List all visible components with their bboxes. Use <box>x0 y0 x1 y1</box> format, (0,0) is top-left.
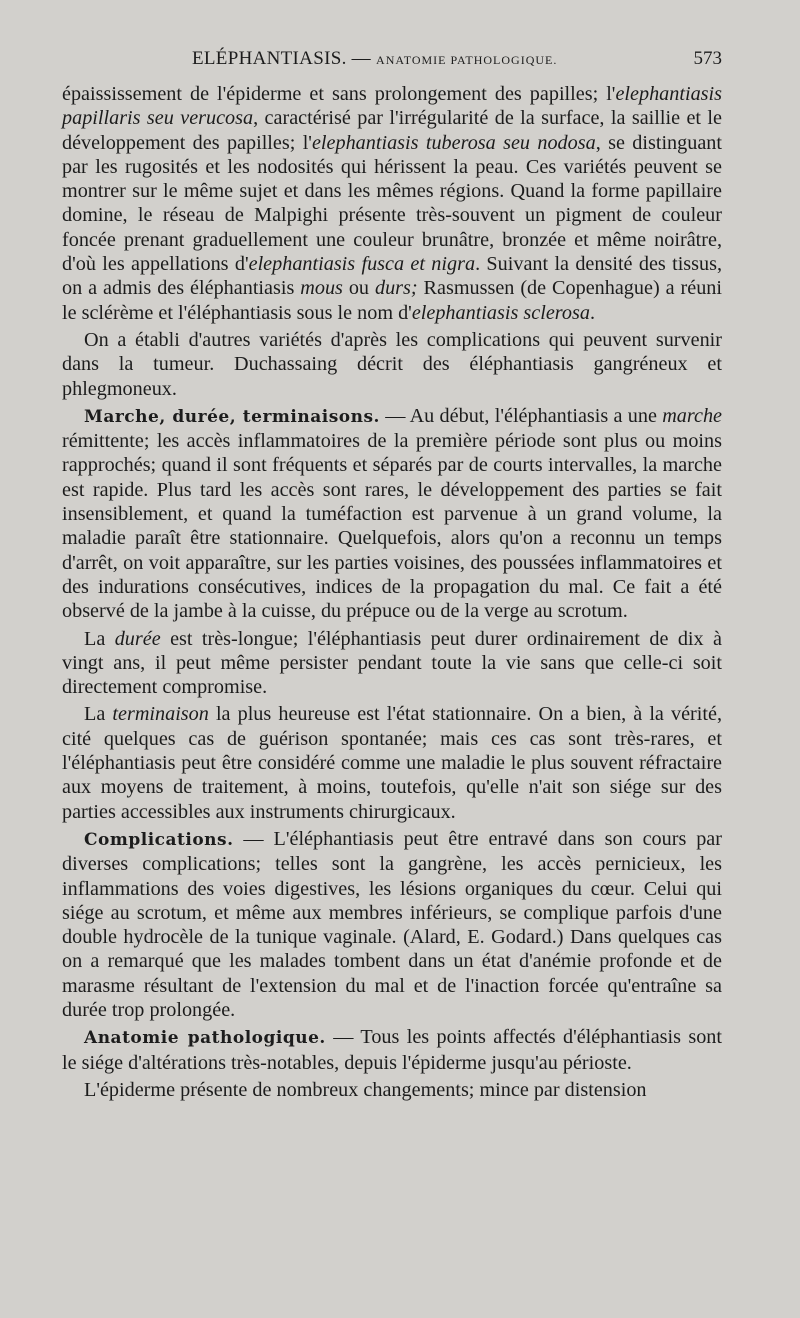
italic-term: durs; <box>374 277 418 300</box>
text-run: , se distinguant par les rugosités et les nodosités qui hérissent la peau. Ces variétés peuvent se montrer sur le même sujet et dans les mêmes régions. Quand la forme papillaire domine, le réseau de Malpighi présente très-souvent un pigment de couleur foncée prenant graduellement une couleur brunâtre, bronzée et même noirâtre, d'où les appellations d' <box>62 131 722 276</box>
text-run: . <box>589 301 595 324</box>
page-number: 573 <box>693 48 722 69</box>
italic-term: mous <box>300 277 343 300</box>
italic-term: durée <box>114 627 161 650</box>
header-title: ELÉPHANTIASIS. <box>192 48 347 69</box>
paragraph-complications <box>62 827 722 1022</box>
paragraph-anatomie <box>62 1025 722 1075</box>
paragraph-terminaison <box>62 702 722 823</box>
text-run: La <box>84 703 113 726</box>
running-header <box>62 48 722 74</box>
section-heading-complications: Complications. <box>84 829 234 850</box>
italic-term: elephantiasis tuberosa seu nodosa <box>311 131 596 154</box>
text-run: est très-longue; l'éléphantiasis peut durer ordinairement de dix à vingt ans, il peut même persister pendant toute la vie sans que celle-ci soit directement compromise. <box>62 627 722 699</box>
paragraph-epiderme: L'épiderme présente de nombreux changements; mince par distension <box>84 1078 647 1101</box>
text-run: — Au début, l'éléphantiasis a une <box>379 404 663 427</box>
text-run: — L'éléphantiasis peut être entravé dans son cours par diverses complications; telles sont la gangrène, les accès pernicieux, les inflammations des voies digestives, les lésions organiques du cœur. Celui qui siége au scrotum, et même aux membres inférieurs, se complique parfois d'une double hydrocèle de la tunique vaginale. (Alard, E. Godard.) Dans quelques cas on a remarqué que les malades tombent dans un état d'anémie profonde et de marasme résultant de l'extension du mal et de l'inaction forcée qu'entraîne sa durée trop prolongée. <box>62 827 722 1021</box>
text-run: rémittente; les accès inflammatoires de la première période sont plus ou moins rapprochés; quand il sont fréquents et séparés par de courts intervalles, la marche est rapide. Plus tard les accès sont rares, le développement des parties se fait insensiblement, et quand la tuméfaction est parvenue à un grand volume, la maladie paraît être stationnaire. Quelquefois, alors qu'on a reconnu un temps d'arrêt, on voit apparaître, sur les parties voisines, des poussées inflammatoires et des indurations consécutives, indices de la propagation du mal. Ce fait a été observé de la jambe à la cuisse, du prépuce ou de la verge au scrotum. <box>62 430 722 623</box>
text-run: Rasmussen (de Copenhague) a réuni le sclérème et l'éléphantiasis sous le nom d' <box>62 277 722 324</box>
italic-term: elephantiasis sclerosa <box>411 301 590 324</box>
italic-term: elephantiasis papillaris seu verucosa <box>62 83 722 130</box>
paragraph-complication-varieties: On a établi d'autres variétés d'après les complications qui peuvent survenir dans la tumeur. Duchassaing décrit des éléphantiasis gangréneux et phlegmoneux. <box>62 328 722 400</box>
body-text <box>62 82 722 1105</box>
italic-term: marche <box>662 404 722 427</box>
text-run: — Tous les points affectés d'éléphantiasis sont le siége d'altérations très-notables, depuis l'épiderme jusqu'au périoste. <box>62 1026 723 1074</box>
section-heading-marche: Marche, durée, terminaisons. <box>84 406 380 427</box>
running-title <box>192 48 557 70</box>
text-run: la plus heureuse est l'état stationnaire. On a bien, à la vérité, cité quelques cas de guérison spontanée; mais ces cas sont très-rares, et l'éléphantiasis peut être considéré comme une maladie le plus souvent réfractaire aux moyens de traitement, à moins, toutefois, qu'elle n'ait son siége sur des parties accessibles aux instruments chirurgicaux. <box>62 703 722 823</box>
paragraph-duree <box>62 627 722 700</box>
text-run: épaississement de l'épiderme et sans prolongement des papilles; l' <box>62 83 616 105</box>
header-dash: — <box>346 48 377 69</box>
text-run: ou <box>342 277 375 300</box>
text-run: La <box>84 627 115 650</box>
paragraph-varieties <box>62 82 722 325</box>
section-heading-anatomie: Anatomie pathologique. <box>84 1028 326 1049</box>
header-subtitle: ANATOMIE PATHOLOGIQUE. <box>376 53 558 67</box>
paragraph-marche <box>62 404 722 624</box>
text-run: , caractérisé par l'irrégularité de la surface, la saillie et le développement des papilles; l' <box>62 107 722 154</box>
italic-term: terminaison <box>112 703 209 726</box>
italic-term: elephantiasis fusca et nigra <box>248 253 476 276</box>
text-run: . Suivant la densité des tissus, on a admis des éléphantiasis <box>62 253 723 300</box>
